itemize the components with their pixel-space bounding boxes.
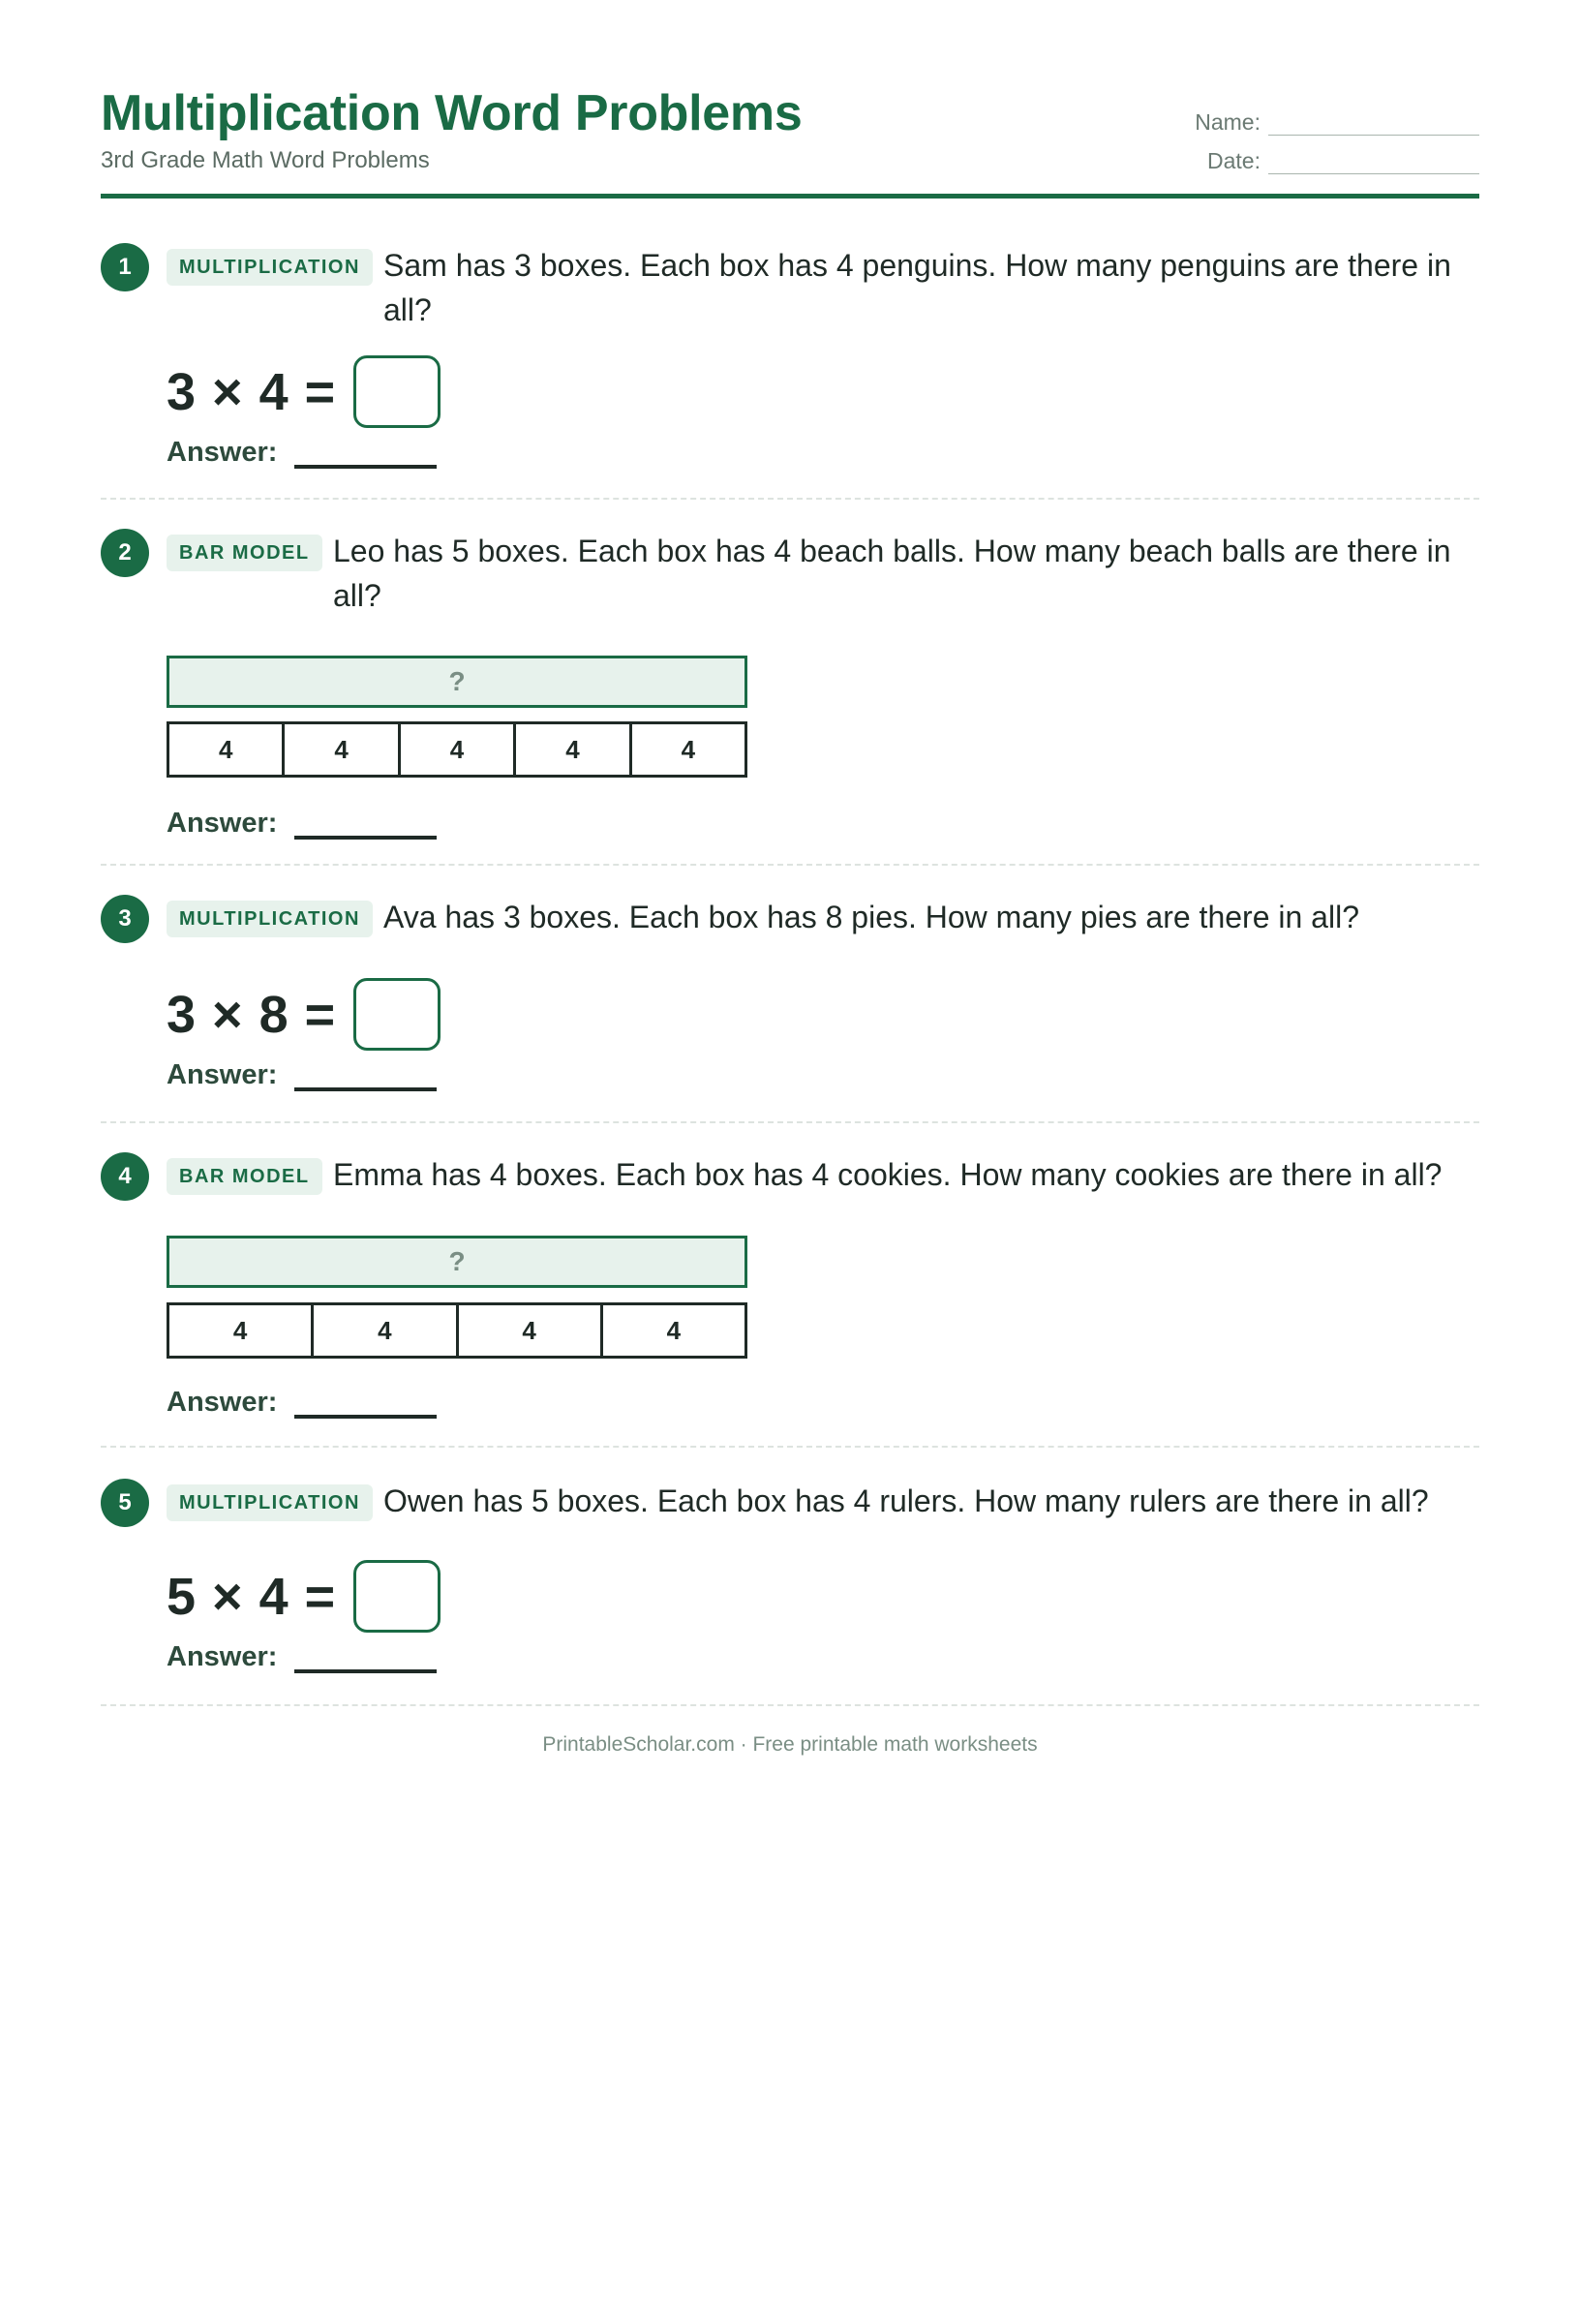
problem-number: 1 (101, 243, 149, 291)
problem-5 (101, 1448, 1479, 1706)
answer-box[interactable] (353, 1560, 441, 1633)
answer-box[interactable] (353, 978, 441, 1051)
problem-tag: MULTIPLICATION (167, 249, 373, 286)
problem-text: Emma has 4 boxes. Each box has 4 cookies. How many cookies are there in all? (333, 1157, 1443, 1192)
bar-model-total: ? (167, 1236, 747, 1288)
answer-field[interactable] (294, 438, 437, 469)
page-footer: PrintableScholar.com · Free printable math worksheets (542, 1733, 1038, 1756)
problem-text: Leo has 5 boxes. Each box has 4 beach balls. How many beach balls are there in all? (333, 534, 1451, 613)
problem-1 (101, 199, 1479, 500)
bar-model-total: ? (167, 656, 747, 708)
equation (167, 978, 441, 1051)
problem-number: 4 (101, 1152, 149, 1201)
bar-part: 4 (169, 724, 285, 775)
equation-text: 3 × 8 = (167, 985, 337, 1044)
page-title: Multiplication Word Problems (101, 85, 803, 141)
page-subtitle: 3rd Grade Math Word Problems (101, 147, 430, 173)
bar-part: 4 (401, 724, 516, 775)
worksheet-header (101, 83, 1479, 199)
answer-field[interactable] (294, 809, 437, 840)
bar-part: 4 (314, 1305, 458, 1356)
problem-tag: BAR MODEL (167, 535, 322, 571)
equation-text: 3 × 4 = (167, 362, 337, 421)
bar-part: 4 (169, 1305, 314, 1356)
answer-label: Answer: (167, 1641, 278, 1672)
answer-row (167, 1059, 437, 1091)
bar-part: 4 (666, 1315, 682, 1345)
bar-part: 4 (285, 724, 400, 775)
problem-tag: BAR MODEL (167, 1158, 322, 1195)
problem-number: 5 (101, 1479, 149, 1527)
bar-part: 4 (681, 734, 696, 764)
answer-field[interactable] (294, 1642, 437, 1673)
bar-model-parts (167, 1302, 747, 1359)
name-label: Name: (1195, 109, 1261, 135)
problem-2 (101, 500, 1479, 866)
answer-label: Answer: (167, 808, 278, 839)
answer-field[interactable] (294, 1388, 437, 1419)
answer-label: Answer: (167, 1059, 278, 1090)
bar-part: 4 (516, 724, 631, 775)
answer-label: Answer: (167, 437, 278, 468)
answer-row (167, 808, 437, 840)
name-row (1189, 97, 1479, 136)
student-info (1189, 97, 1479, 174)
problem-number: 3 (101, 895, 149, 943)
problem-tag: MULTIPLICATION (167, 901, 373, 937)
problem-text: Sam has 3 boxes. Each box has 4 penguins. How many penguins are there in all? (383, 248, 1451, 327)
problem-text: Owen has 5 boxes. Each box has 4 rulers. How many rulers are there in all? (383, 1483, 1429, 1518)
problem-text: Ava has 3 boxes. Each box has 8 pies. How many pies are there in all? (383, 900, 1359, 934)
answer-row (167, 437, 437, 469)
answer-label: Answer: (167, 1387, 278, 1418)
answer-box[interactable] (353, 355, 441, 428)
equation (167, 355, 441, 428)
problem-3 (101, 866, 1479, 1123)
bar-part: 4 (459, 1305, 603, 1356)
worksheet-page (101, 83, 1479, 1706)
problem-4 (101, 1123, 1479, 1448)
date-row (1189, 136, 1479, 174)
equation (167, 1560, 441, 1633)
problem-tag: MULTIPLICATION (167, 1484, 373, 1521)
name-field[interactable] (1268, 109, 1479, 136)
answer-row (167, 1641, 437, 1673)
answer-row (167, 1387, 437, 1419)
bar-model-parts (167, 721, 747, 778)
date-label: Date: (1207, 148, 1261, 173)
problem-number: 2 (101, 529, 149, 577)
equation-text: 5 × 4 = (167, 1567, 337, 1626)
date-field[interactable] (1268, 148, 1479, 174)
answer-field[interactable] (294, 1060, 437, 1091)
